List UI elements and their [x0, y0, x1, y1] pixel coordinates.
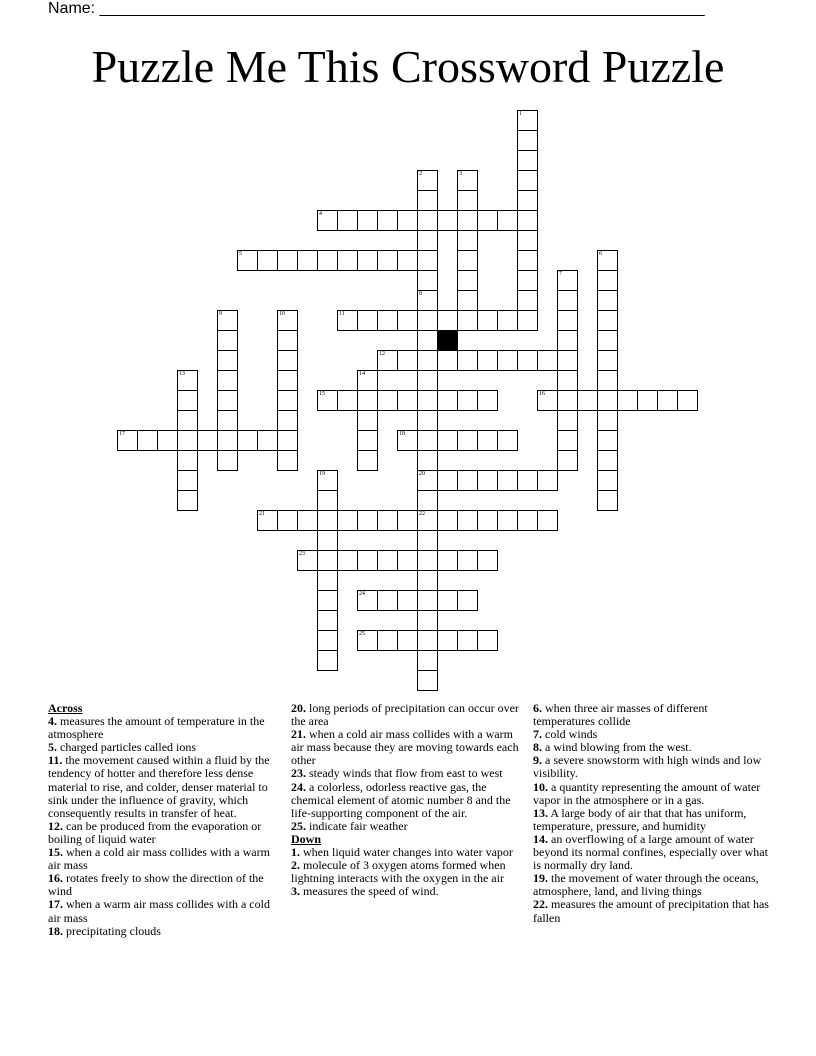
grid-cell[interactable]	[217, 330, 238, 351]
grid-cell[interactable]	[397, 310, 418, 331]
grid-cell[interactable]	[357, 210, 378, 231]
grid-cell[interactable]	[497, 210, 518, 231]
across-clue-15: 15. when a cold air mass collides with a warm air mass	[48, 845, 270, 873]
clue-number: 12	[379, 351, 385, 357]
grid-cell[interactable]	[417, 270, 438, 291]
clue-number: 23	[299, 551, 305, 557]
grid-cell[interactable]	[537, 510, 558, 531]
grid-cell[interactable]	[517, 230, 538, 251]
grid-cell[interactable]	[337, 510, 358, 531]
grid-cell[interactable]	[377, 590, 398, 611]
clue-number: 11	[339, 311, 345, 317]
grid-cell[interactable]	[557, 430, 578, 451]
grid-cell[interactable]	[457, 430, 478, 451]
clue-number: 24	[359, 591, 365, 597]
grid-cell[interactable]	[517, 170, 538, 191]
clue-number: 14	[359, 371, 365, 377]
grid-cell[interactable]	[457, 170, 478, 191]
grid-cell[interactable]	[317, 490, 338, 511]
grid-cell[interactable]	[537, 470, 558, 491]
clue-number: 6	[599, 251, 602, 257]
grid-cell[interactable]	[357, 550, 378, 571]
clue-number: 22	[419, 511, 425, 517]
grid-cell[interactable]	[417, 170, 438, 191]
grid-cell[interactable]	[597, 250, 618, 271]
clue-number: 17	[119, 431, 125, 437]
grid-cell[interactable]	[377, 550, 398, 571]
clue-number: 8	[419, 291, 422, 297]
grid-cell[interactable]	[397, 250, 418, 271]
grid-cell[interactable]	[597, 270, 618, 291]
grid-cell[interactable]	[317, 470, 338, 491]
down-clue-7: 7. cold winds	[533, 727, 598, 742]
grid-cell[interactable]	[417, 450, 438, 471]
grid-cell[interactable]	[217, 410, 238, 431]
across-clue-18: 18. precipitating clouds	[48, 923, 161, 938]
grid-cell[interactable]	[557, 350, 578, 371]
across-clue-20: 20. long periods of precipitation can occur over the area	[291, 701, 519, 729]
grid-cell[interactable]	[277, 450, 298, 471]
grid-cell[interactable]	[457, 190, 478, 211]
grid-cell[interactable]	[497, 350, 518, 371]
grid-cell[interactable]	[277, 250, 298, 271]
grid-cell[interactable]	[517, 510, 538, 531]
grid-cell[interactable]	[417, 250, 438, 271]
down-clue-8: 8. a wind blowing from the west.	[533, 740, 692, 755]
grid-cell[interactable]	[597, 430, 618, 451]
grid-cell[interactable]	[277, 370, 298, 391]
grid-cell[interactable]	[517, 290, 538, 311]
grid-cell[interactable]	[357, 590, 378, 611]
grid-cell[interactable]	[377, 310, 398, 331]
across-clue-4: 4. measures the amount of temperature in the atmosphere	[48, 714, 265, 742]
grid-cell[interactable]	[177, 490, 198, 511]
clues-column-2	[291, 702, 527, 898]
grid-cell[interactable]	[337, 310, 358, 331]
grid-cell[interactable]	[357, 630, 378, 651]
grid-cell[interactable]	[457, 270, 478, 291]
grid-cell[interactable]	[597, 410, 618, 431]
grid-cell[interactable]	[397, 630, 418, 651]
grid-cell[interactable]	[557, 270, 578, 291]
grid-cell[interactable]	[357, 250, 378, 271]
down-clue-2: 2. molecule of 3 oxygen atoms formed when lightning interacts with the oxygen in the air	[291, 858, 506, 886]
grid-cell[interactable]	[397, 210, 418, 231]
grid-cell[interactable]	[357, 430, 378, 451]
grid-cell[interactable]	[637, 390, 658, 411]
grid-cell[interactable]	[597, 370, 618, 391]
grid-cell[interactable]	[417, 210, 438, 231]
grid-cell[interactable]	[177, 450, 198, 471]
grid-cell[interactable]	[357, 310, 378, 331]
clue-number: 18	[399, 431, 405, 437]
grid-cell[interactable]	[217, 370, 238, 391]
grid-cell[interactable]	[597, 330, 618, 351]
across-clue-21: 21. when a cold air mass collides with a warm air mass because they are moving towards each other	[291, 727, 519, 768]
grid-cell[interactable]	[277, 430, 298, 451]
grid-cell[interactable]	[297, 550, 318, 571]
grid-cell[interactable]	[557, 290, 578, 311]
grid-cell[interactable]	[477, 310, 498, 331]
grid-cell[interactable]	[417, 370, 438, 391]
grid-cell[interactable]	[517, 130, 538, 151]
grid-cell[interactable]	[217, 450, 238, 471]
down-clue-13: 13. A large body of air that that has uniform, temperature, pressure, and humidity	[533, 805, 747, 833]
grid-cell[interactable]	[257, 430, 278, 451]
grid-cell[interactable]	[277, 410, 298, 431]
grid-cell[interactable]	[277, 330, 298, 351]
grid-cell[interactable]	[437, 510, 458, 531]
grid-cell[interactable]	[477, 550, 498, 571]
grid-cell[interactable]	[337, 550, 358, 571]
grid-cell[interactable]	[457, 290, 478, 311]
grid-cell[interactable]	[417, 670, 438, 691]
grid-cell[interactable]	[497, 510, 518, 531]
grid-cell[interactable]	[457, 390, 478, 411]
grid-cell[interactable]	[477, 510, 498, 531]
across-clue-25: 25. indicate fair weather	[291, 818, 408, 833]
grid-cell[interactable]	[457, 510, 478, 531]
across-header: Across	[48, 701, 83, 715]
grid-cell[interactable]	[337, 210, 358, 231]
clues-column-1	[48, 702, 284, 938]
grid-cell[interactable]	[417, 330, 438, 351]
across-clue-12: 12. can be produced from the evaporation or boiling of liquid water	[48, 818, 262, 846]
grid-cell[interactable]	[357, 390, 378, 411]
grid-cell[interactable]	[277, 510, 298, 531]
grid-cell[interactable]	[317, 650, 338, 671]
clue-number: 16	[539, 391, 545, 397]
across-clue-24: 24. a colorless, odorless reactive gas, the chemical element of atomic number 8 and the life-supporting component of the air.	[291, 779, 511, 820]
grid-cell[interactable]	[377, 210, 398, 231]
grid-cell[interactable]	[497, 430, 518, 451]
grid-cell[interactable]	[477, 430, 498, 451]
grid-cell[interactable]	[217, 350, 238, 371]
grid-cell[interactable]	[417, 410, 438, 431]
grid-cell[interactable]	[457, 630, 478, 651]
grid-cell[interactable]	[537, 350, 558, 371]
grid-cell[interactable]	[297, 510, 318, 531]
grid-cell[interactable]	[337, 390, 358, 411]
grid-cell[interactable]	[417, 390, 438, 411]
grid-cell[interactable]	[557, 330, 578, 351]
grid-cell[interactable]	[317, 530, 338, 551]
grid-cell[interactable]	[257, 510, 278, 531]
grid-cell[interactable]	[477, 350, 498, 371]
clue-number: 15	[319, 391, 325, 397]
grid-cell[interactable]	[597, 310, 618, 331]
grid-cell[interactable]	[217, 430, 238, 451]
grid-cell[interactable]	[617, 390, 638, 411]
grid-cell[interactable]	[517, 150, 538, 171]
grid-cell[interactable]	[597, 390, 618, 411]
grid-cell[interactable]	[357, 450, 378, 471]
clue-number: 10	[279, 311, 285, 317]
grid-cell[interactable]	[577, 390, 598, 411]
grid-cell[interactable]	[417, 470, 438, 491]
clue-number: 7	[559, 271, 562, 277]
grid-cell[interactable]	[217, 310, 238, 331]
grid-cell[interactable]	[377, 250, 398, 271]
down-clue-9: 9. a severe snowstorm with high winds and low visibility.	[533, 753, 762, 781]
down-clue-1: 1. when liquid water changes into water vapor	[291, 845, 513, 860]
grid-cell[interactable]	[237, 250, 258, 271]
grid-cell[interactable]	[317, 550, 338, 571]
grid-cell[interactable]	[597, 490, 618, 511]
grid-cell[interactable]	[377, 390, 398, 411]
grid-cell[interactable]	[517, 270, 538, 291]
grid-cell[interactable]	[417, 570, 438, 591]
grid-cell[interactable]	[277, 350, 298, 371]
grid-cell[interactable]	[237, 430, 258, 451]
grid-cell[interactable]	[417, 510, 438, 531]
across-clue-23: 23. steady winds that flow from east to west	[291, 766, 503, 781]
grid-cell[interactable]	[437, 390, 458, 411]
grid-cell[interactable]	[457, 350, 478, 371]
grid-cell[interactable]	[557, 410, 578, 431]
grid-cell[interactable]	[437, 430, 458, 451]
grid-cell[interactable]	[537, 390, 558, 411]
across-clue-5: 5. charged particles called ions	[48, 740, 197, 755]
grid-cell[interactable]	[597, 470, 618, 491]
down-header: Down	[291, 831, 322, 846]
page-title: Puzzle Me This Crossword Puzzle	[91, 41, 725, 92]
grid-cell[interactable]	[357, 410, 378, 431]
grid-cell[interactable]	[597, 450, 618, 471]
grid-cell[interactable]	[417, 610, 438, 631]
clues-column-3	[533, 702, 769, 925]
grid-cell[interactable]	[317, 630, 338, 651]
grid-cell[interactable]	[557, 390, 578, 411]
grid-cell[interactable]	[457, 470, 478, 491]
grid-cell[interactable]	[557, 450, 578, 471]
grid-cell[interactable]	[417, 230, 438, 251]
grid-cell[interactable]	[397, 430, 418, 451]
grid-cell[interactable]	[477, 470, 498, 491]
grid-cell[interactable]	[417, 590, 438, 611]
grid-cell[interactable]	[417, 550, 438, 571]
grid-cell[interactable]	[177, 470, 198, 491]
grid-cell[interactable]	[517, 470, 538, 491]
grid-cell[interactable]	[677, 390, 698, 411]
down-clue-14: 14. an overflowing of a large amount of water beyond its normal confines, especially over what is normally dry land.	[533, 831, 768, 873]
grid-cell[interactable]	[397, 510, 418, 531]
name-line: Name: ____________________________________________________________________	[48, 0, 705, 17]
grid-cell[interactable]	[277, 310, 298, 331]
across-clue-16: 16. rotates freely to show the direction of the wind	[48, 871, 264, 899]
grid-cell[interactable]	[417, 650, 438, 671]
grid-cell[interactable]	[277, 390, 298, 411]
clue-number: 25	[359, 631, 365, 637]
grid-cell[interactable]	[437, 470, 458, 491]
down-clue-22: 22. measures the amount of precipitation that has fallen	[533, 897, 769, 925]
grid-cell[interactable]	[317, 210, 338, 231]
grid-cell[interactable]	[377, 350, 398, 371]
grid-cell[interactable]	[437, 630, 458, 651]
grid-cell[interactable]	[297, 250, 318, 271]
grid-cell[interactable]	[417, 430, 438, 451]
clue-number: 1	[519, 111, 522, 117]
grid-cell[interactable]	[417, 310, 438, 331]
grid-cell[interactable]	[437, 310, 458, 331]
grid-cell[interactable]	[177, 410, 198, 431]
clue-number: 21	[259, 511, 265, 517]
grid-cell[interactable]	[437, 550, 458, 571]
grid-cell[interactable]	[197, 430, 218, 451]
grid-cell[interactable]	[377, 510, 398, 531]
grid-cell[interactable]	[177, 370, 198, 391]
grid-cell[interactable]	[557, 370, 578, 391]
grid-cell[interactable]	[477, 210, 498, 231]
grid-cell[interactable]	[497, 310, 518, 331]
grid-cell[interactable]	[317, 250, 338, 271]
clue-number: 20	[419, 471, 425, 477]
grid-cell[interactable]	[437, 590, 458, 611]
down-clue-3: 3. measures the speed of wind.	[291, 884, 439, 899]
across-clue-17: 17. when a warm air mass collides with a cold air mass	[48, 897, 270, 925]
grid-cell[interactable]	[457, 590, 478, 611]
grid-cell[interactable]	[517, 350, 538, 371]
grid-cell[interactable]	[437, 210, 458, 231]
grid-cell[interactable]	[517, 190, 538, 211]
grid-cell[interactable]	[357, 510, 378, 531]
grid-cell[interactable]	[257, 250, 278, 271]
clue-number: 3	[459, 171, 462, 177]
grid-cell[interactable]	[557, 310, 578, 331]
grid-cell[interactable]	[457, 230, 478, 251]
grid-cell[interactable]	[317, 610, 338, 631]
grid-cell[interactable]	[397, 590, 418, 611]
grid-cell[interactable]	[517, 250, 538, 271]
clue-number: 13	[179, 371, 185, 377]
down-clue-19: 19. the movement of water through the oceans, atmosphere, land, and living things	[533, 871, 759, 899]
grid-cell[interactable]	[157, 430, 178, 451]
across-clue-11: 11. the movement caused within a fluid by the tendency of hotter and therefore less dense material to rise, and colder, denser material to sink under the influence of gravity, which consequently results in transfer of heat.	[48, 753, 270, 820]
clue-number: 9	[219, 311, 222, 317]
grid-cell[interactable]	[517, 310, 538, 331]
grid-cell[interactable]	[437, 350, 458, 371]
down-clue-10: 10. a quantity representing the amount of water vapor in the atmosphere or in a gas.	[533, 779, 761, 807]
grid-cell[interactable]	[417, 290, 438, 311]
grid-cell[interactable]	[177, 390, 198, 411]
grid-cell[interactable]	[477, 630, 498, 651]
grid-cell[interactable]	[457, 310, 478, 331]
grid-cell[interactable]	[117, 430, 138, 451]
grid-cell[interactable]	[217, 390, 238, 411]
grid-cell[interactable]	[177, 430, 198, 451]
grid-cell[interactable]	[497, 470, 518, 491]
grid-cell[interactable]	[337, 250, 358, 271]
grid-cell[interactable]	[457, 550, 478, 571]
grid-cell[interactable]	[417, 490, 438, 511]
grid-cell[interactable]	[397, 390, 418, 411]
grid-cell[interactable]	[417, 630, 438, 651]
grid-cell[interactable]	[357, 370, 378, 391]
down-clue-6: 6. when three air masses of different temperatures collide	[533, 701, 708, 729]
clue-number: 19	[319, 471, 325, 477]
black-square	[437, 330, 458, 351]
grid-cell[interactable]	[317, 390, 338, 411]
grid-cell[interactable]	[517, 210, 538, 231]
clue-number: 5	[239, 251, 242, 257]
grid-cell[interactable]	[417, 530, 438, 551]
grid-cell[interactable]	[457, 250, 478, 271]
grid-cell[interactable]	[397, 550, 418, 571]
grid-cell[interactable]	[317, 570, 338, 591]
grid-cell[interactable]	[597, 350, 618, 371]
grid-cell[interactable]	[517, 110, 538, 131]
grid-cell[interactable]	[137, 430, 158, 451]
grid-cell[interactable]	[397, 350, 418, 371]
clue-number: 2	[419, 171, 422, 177]
grid-cell[interactable]	[377, 630, 398, 651]
grid-cell[interactable]	[417, 190, 438, 211]
grid-cell[interactable]	[317, 590, 338, 611]
grid-cell[interactable]	[317, 510, 338, 531]
grid-cell[interactable]	[657, 390, 678, 411]
grid-cell[interactable]	[417, 350, 438, 371]
grid-cell[interactable]	[597, 290, 618, 311]
grid-cell[interactable]	[477, 390, 498, 411]
grid-cell[interactable]	[457, 210, 478, 231]
clue-number: 4	[319, 211, 322, 217]
